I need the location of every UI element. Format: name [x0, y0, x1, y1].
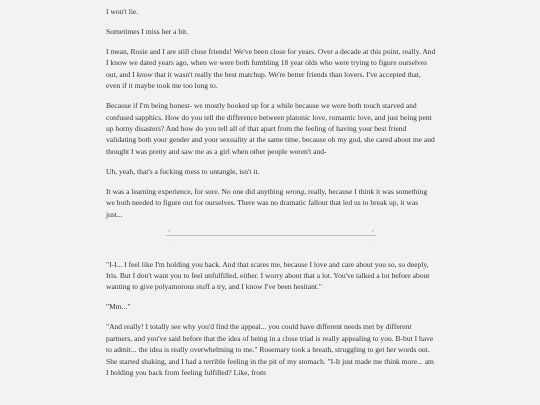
paragraph-5: Uh, yeah, that's a fucking mess to untangle, isn't it.: [106, 166, 260, 176]
paragraph-3-part-b: that it wasn't really the best matchup. We're better friends than lovers. I've accepted that, even if it maybe took me too long to.: [106, 69, 421, 91]
paragraph-3-part-a: I mean, Rosie and I are still close friends! We've been close for years. Over a decade at this point, really. And I know we dated years ago, when we were both fumbling 18 year olds who were trying to figure ourselves out, and I: [106, 47, 436, 79]
divider-ornament-left-icon: •: [168, 228, 171, 235]
divider-ornament-right-icon: •: [371, 228, 374, 235]
paragraph-2: Sometimes I miss her a bit.: [106, 27, 189, 36]
paragraph-6: [106, 186, 436, 220]
paragraph-9: "And really! I totally see why you'd find the appeal... you could have different needs met by different partners, and you've said before that the idea of being in a close triad is really appealing to you. B-but I have to admit... the idea is really overwhelming to me." Rosemary took a breath, struggling to get her words out. She started shaking, and I had a terrible feeling in the pit of my stomach. "I-It just made me think more... am I holding you back from feeling fulfilled? Like, from: [106, 322, 434, 378]
divider-dot-right-icon: ·: [368, 238, 370, 245]
divider-line: [166, 235, 376, 236]
paragraph-7: "I-I... I feel like I'm holding you back. And that scares me, because I love and care about you so, so deeply, Iris. But I don't want you to feel unfulfilled, either. I worry about that a lot. You've talked a lot before about wanting to give polyamorous stuff a try, and I know I've been hesitant.": [106, 259, 430, 292]
paragraph-8: "Mm...": [106, 302, 131, 312]
section-divider: [106, 229, 436, 251]
divider-dot-left-icon: ·: [172, 238, 174, 245]
paragraph-1: I won't lie.: [106, 7, 139, 16]
paragraph-6-part-b: , really, because I think it was something we both needed to figure out for ourselves. There was no dramatic fallout that led us to break up, it was just...: [106, 186, 428, 219]
paragraph-6-emphasis: wrong: [285, 186, 305, 196]
paragraph-3: [106, 46, 436, 92]
paragraph-4: Because if I'm being honest- we mostly hooked up for a while because we were both touch starved and confused sapphics. How do you tell the difference between platonic love, romantic love, and just being pent up horny disasters? And how do you tell all of that apart from the feeling of having your best friend validating both your gender and your sexuality at the same time, because oh my god, she cared about me and thought I was pretty and saw me as a girl when other people weren't and-: [106, 101, 435, 156]
story-text: [106, 6, 436, 387]
paragraph-3-emphasis: know: [136, 69, 153, 79]
paragraph-6-part-a: It was a learning experience, for sure. No one did anything: [106, 186, 286, 196]
